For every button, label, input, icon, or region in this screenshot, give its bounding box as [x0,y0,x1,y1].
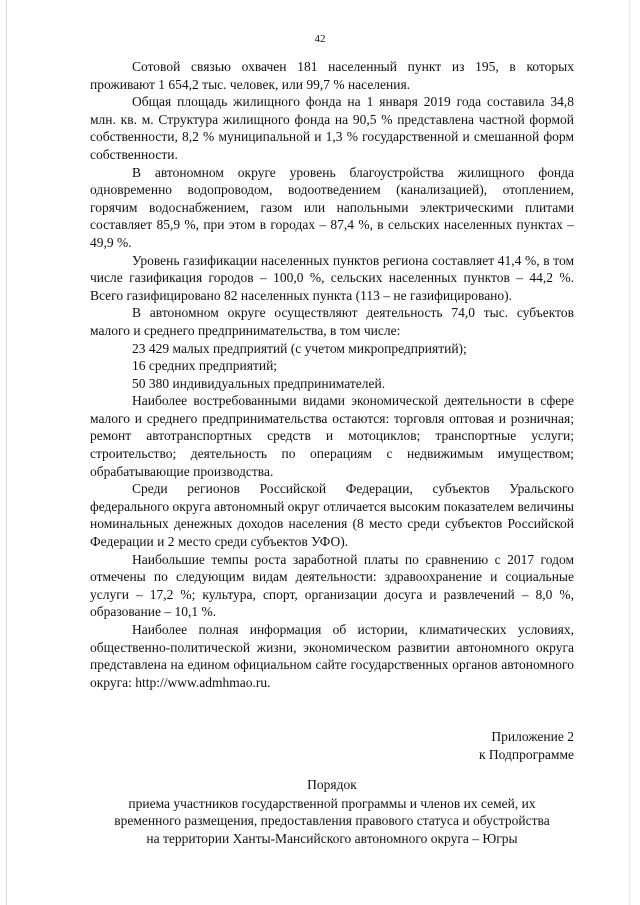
paragraph-official-website: Наиболее полная информация об истории, климатических условиях, общественно-политической жизни, экономическом развитии автономного округа представлена на едином официальном сайте государственных органов автономного округа: http://www.admhmao.ru. [90,622,574,690]
paragraph-smb-count: В автономном округе осуществляют деятельность 74,0 тыс. субъектов малого и среднего предпринимательства, в том числе: [90,305,574,338]
paragraph-housing-amenities: В автономном округе уровень благоустройства жилищного фонда одновременно водопроводом, водоотведением (канализацией), отоплением, горячим водоснабжением, газом или напольными электрическими плитами составляет 85,9 %, при этом в городах – 87,4 %, в сельских населенных пунктах – 49,9 %. [90,164,574,250]
scan-edge-left [6,0,7,905]
paragraph-smb-activities: Наиболее востребованными видами экономической деятельности в сфере малого и среднего предпринимательства остаются: торговля оптовая и розничная; ремонт автотранспортных средств и мотоциклов; транспортные услуги; строительство; деятельность по операциям с недвижимым имуществом; обрабатывающие производства. [90,393,574,479]
scan-edge-right [629,0,630,905]
page-number: 42 [314,33,326,45]
paragraph-entrepreneurs: 50 380 индивидуальных предпринимателей. [132,375,386,391]
paragraph-mobile-coverage: Сотовой связью охвачен 181 населенный пункт из 195, в которых проживают 1 654,2 тыс. человек, или 99,7 % населения. [90,59,574,92]
paragraph-medium-enterprises: 16 средних предприятий; [132,358,278,374]
appendix-line-1: Приложение 2 [491,729,574,744]
paragraph-small-enterprises: 23 429 малых предприятий (с учетом микропредприятий); [132,340,467,356]
paragraph-gasification: Уровень газификации населенных пунктов региона составляет 41,4 %, в том числе газификация городов – 100,0 %, сельских населенных пунктов – 44,2 %. Всего газифицировано 82 населенных пункта (113 – не газифицировано). [90,252,574,303]
appendix-label [479,728,574,763]
paragraph-income-ranking: Среди регионов Российской Федерации, субъектов Уральского федерального округа автономный округ отличается высоким показателем величины номинальных денежных доходов населения (8 место среди субъектов Российской Федерации и 2 место среди субъектов УФО). [90,481,575,550]
procedure-subtitle-line-1: приема участников государственной программы и членов их семей, их [128,795,536,811]
procedure-subtitle-line-3: на территории Ханты-Мансийского автономного округа – Югры [146,830,518,846]
procedure-subtitle-line-2: временного размещения, предоставления правового статуса и обустройства [114,813,550,829]
procedure-title [90,776,574,847]
procedure-heading: Порядок [307,777,357,792]
paragraph-wage-growth: Наибольшие темпы роста заработной платы по сравнению с 2017 годом отмечены по следующим видам деятельности: здравоохранение и социальные услуги – 17,2 %; культура, спорт, организации досуга и развлечений – 8,0 %, образование – 10,1 %. [90,551,574,620]
body-text [90,58,574,691]
paragraph-housing-area: Общая площадь жилищного фонда на 1 января 2019 года составила 34,8 млн. кв. м. Структура жилищного фонда на 90,5 % представлена частной формой собственности, 8,2 % муниципальной и 1,3 % государственной и смешанной форм собственности. [90,94,574,162]
appendix-line-2: к Подпрограмме [479,746,574,762]
